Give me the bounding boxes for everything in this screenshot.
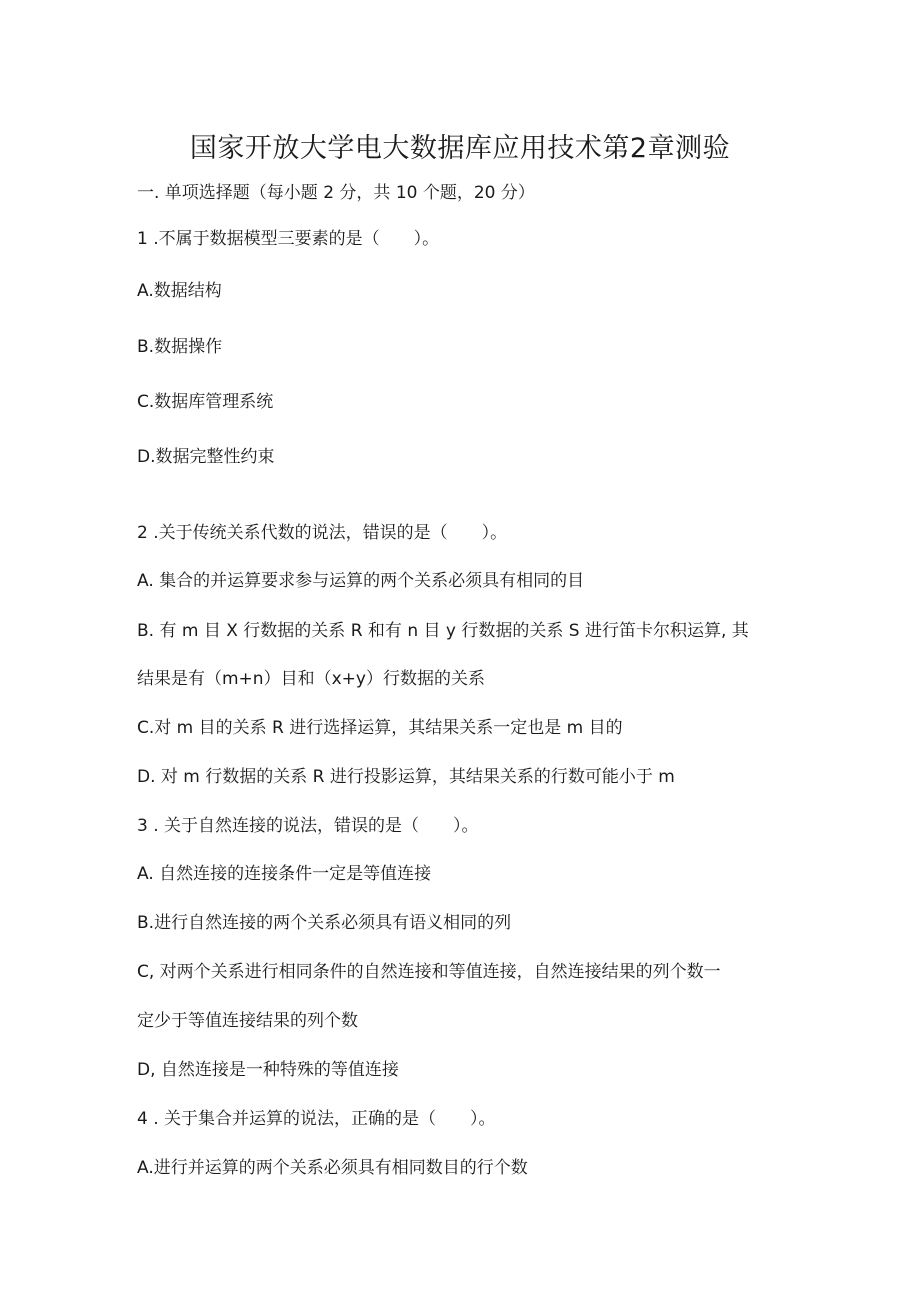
question-3-option-c: C, 对两个关系进行相同条件的自然连接和等值连接，自然连接结果的列个数一	[137, 962, 721, 982]
question-3-option-c-cont: 定少于等值连接结果的列个数	[137, 1011, 358, 1031]
question-1-stem: 1 .不属于数据模型三要素的是（ ）。	[137, 229, 440, 249]
question-4-stem: 4 . 关于集合并运算的说法，正确的是（ ）。	[137, 1109, 496, 1129]
question-3-option-b: B.进行自然连接的两个关系必须具有语义相同的列	[137, 913, 512, 933]
question-2-option-b-cont: 结果是有（m+n）目和（x+y）行数据的关系	[137, 669, 485, 689]
question-2-stem: 2 .关于传统关系代数的说法，错误的是（ ）。	[137, 523, 508, 543]
question-2-option-c: C.对 m 目的关系 R 进行选择运算，其结果关系一定也是 m 目的	[137, 718, 623, 738]
question-3-stem: 3 . 关于自然连接的说法，错误的是（ ）。	[137, 816, 479, 836]
question-1-option-d: D.数据完整性约束	[137, 447, 275, 467]
question-1-option-b: B.数据操作	[137, 337, 223, 357]
page-title: 国家开放大学电大数据库应用技术第2章测验	[189, 133, 731, 164]
question-1-option-c: C.数据库管理系统	[137, 392, 274, 412]
question-2-option-b: B. 有 m 目 X 行数据的关系 R 和有 n 目 y 行数据的关系 S 进行笛卡尔积运算, 其	[137, 621, 749, 641]
question-1-option-a: A.数据结构	[137, 281, 222, 301]
question-4-option-a: A.进行并运算的两个关系必须具有相同数目的行个数	[137, 1158, 528, 1178]
question-2-option-d: D. 对 m 行数据的关系 R 进行投影运算，其结果关系的行数可能小于 m	[137, 767, 675, 787]
question-3-option-a: A. 自然连接的连接条件一定是等值连接	[137, 864, 432, 884]
question-3-option-d: D, 自然连接是一种特殊的等值连接	[137, 1060, 399, 1080]
section-heading: 一. 单项选择题（每小题 2 分，共 10 个题，20 分）	[137, 183, 535, 203]
question-2-option-a: A. 集合的并运算要求参与运算的两个关系必须具有相同的目	[137, 571, 585, 591]
